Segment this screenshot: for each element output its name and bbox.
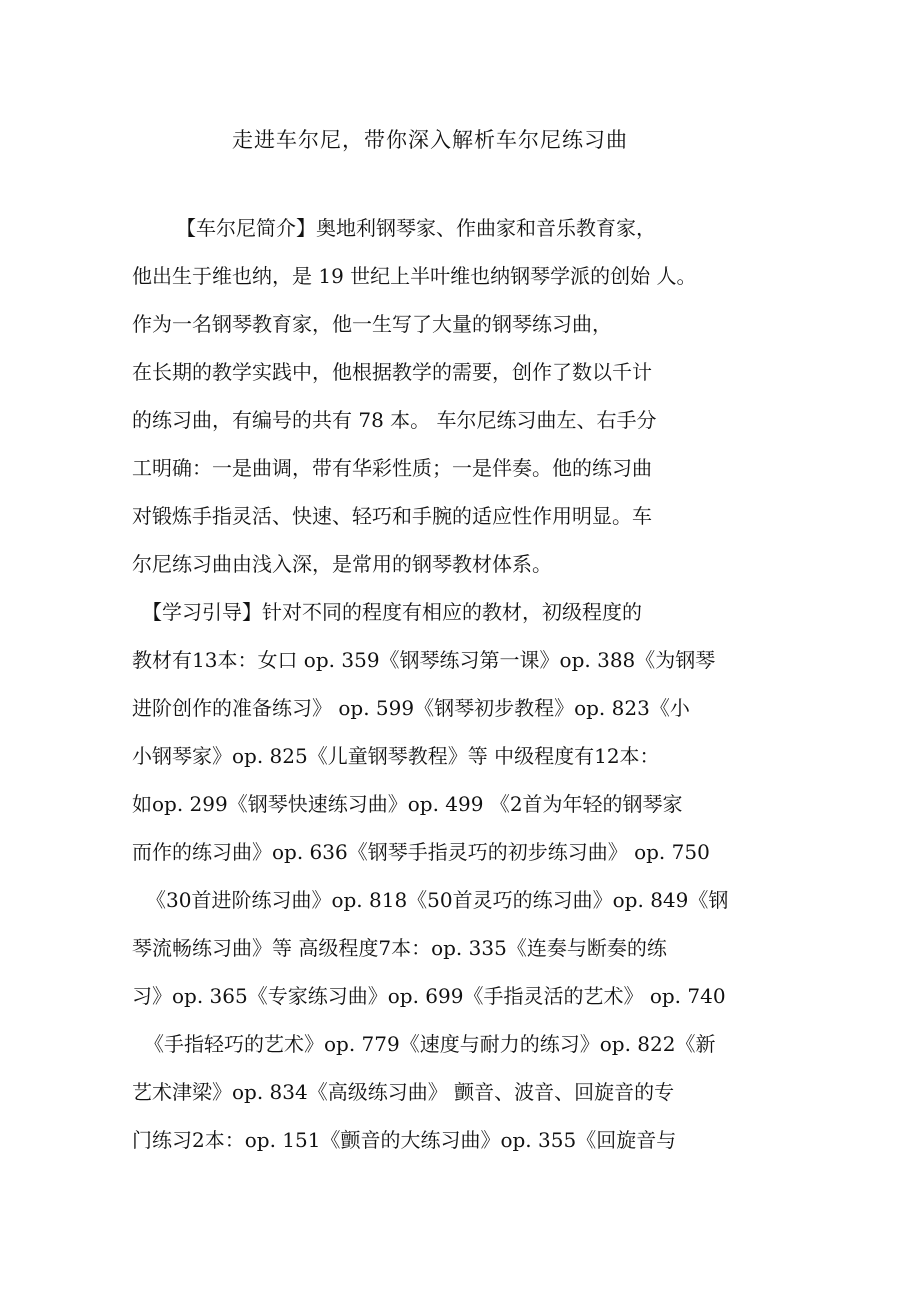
- paragraph-line: 进阶创作的准备练习》 op. 599《钢琴初步教程》op. 823《小: [132, 696, 690, 720]
- paragraph-line: 门练习2本：op. 151《颤音的大练习曲》op. 355《回旋音与: [132, 1128, 677, 1152]
- paragraph-line: 艺术津梁》op. 834《高级练习曲》 颤音、波音、回旋音的专: [132, 1080, 675, 1104]
- paragraph-line: 在长期的教学实践中，他根据教学的需要，创作了数以千计: [132, 360, 652, 384]
- document-title: 走进车尔尼，带你深入解析车尔尼练习曲: [232, 128, 628, 152]
- paragraph-line: 的练习曲，有编号的共有 78 本。 车尔尼练习曲左、右手分: [132, 408, 657, 432]
- paragraph-line: 尔尼练习曲由浅入深，是常用的钢琴教材体系。: [132, 552, 552, 576]
- paragraph-line: 《30首进阶练习曲》op. 818《50首灵巧的练习曲》op. 849《钢: [146, 888, 729, 912]
- paragraph-line: 教材有13本：女口 op. 359《钢琴练习第一课》op. 388《为钢琴: [132, 648, 716, 672]
- paragraph-line: 习》op. 365《专家练习曲》op. 699《手指灵活的艺术》 op. 740: [132, 984, 726, 1008]
- paragraph-line: 而作的练习曲》op. 636《钢琴手指灵巧的初步练习曲》 op. 750: [132, 840, 710, 864]
- paragraph-line: 他出生于维也纳，是 19 世纪上半叶维也纳钢琴学派的创始 人。: [132, 264, 697, 288]
- paragraph-line: 如op. 299《钢琴快速练习曲》op. 499 《2首为年轻的钢琴家: [132, 792, 683, 816]
- paragraph-line: 对锻炼手指灵活、快速、轻巧和手腕的适应性作用明显。车: [132, 504, 652, 528]
- paragraph-line: 琴流畅练习曲》等 高级程度7本：op. 335《连奏与断奏的练: [132, 936, 667, 960]
- paragraph-line: 【车尔尼简介】奥地利钢琴家、作曲家和音乐教育家，: [176, 216, 656, 240]
- paragraph-line: 小钢琴家》op. 825《儿童钢琴教程》等 中级程度有12本：: [132, 744, 660, 768]
- paragraph-line: 作为一名钢琴教育家，他一生写了大量的钢琴练习曲，: [132, 312, 612, 336]
- paragraph-line: 工明确：一是曲调，带有华彩性质；一是伴奏。他的练习曲: [132, 456, 652, 480]
- paragraph-line: 《手指轻巧的艺术》op. 779《速度与耐力的练习》op. 822《新: [144, 1032, 716, 1056]
- paragraph-line: 【学习引导】针对不同的程度有相应的教材，初级程度的: [142, 600, 642, 624]
